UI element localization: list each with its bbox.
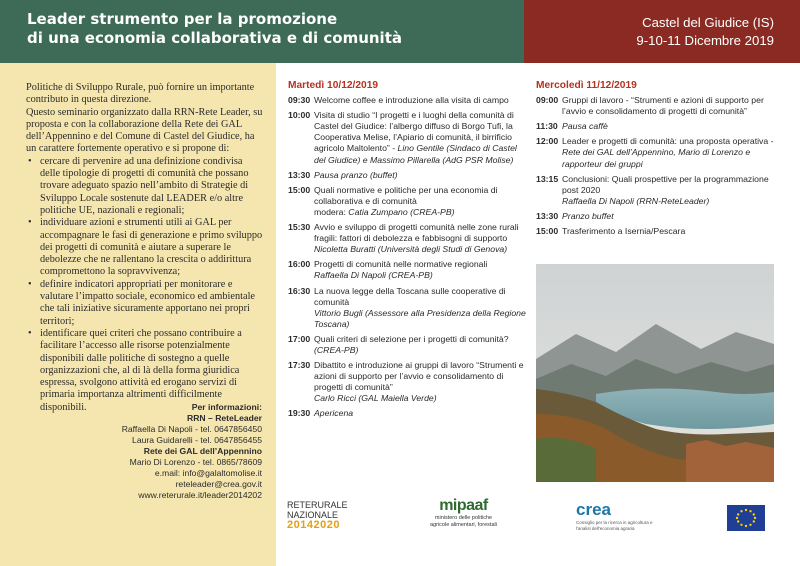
- info-contact: Raffaella Di Napoli - tel. 0647856450: [121, 424, 262, 434]
- intro-paragraph-2: Questo seminario organizzato dalla RRN-Rete Leader, su proposta e con la collaborazione della Rete dei GAL dell’Appennino e del Comune di Castel del Giudice, ha un carattere fortemente operativo e si propone di:: [26, 106, 263, 155]
- schedule-time: 12:00: [536, 136, 559, 147]
- schedule-description: [314, 259, 528, 281]
- schedule-time: 13:15: [536, 173, 559, 184]
- schedule-description: [314, 185, 528, 218]
- session-title: Conclusioni: Quali prospettive per la programmazione post 2020: [562, 173, 769, 195]
- intro-text: [26, 82, 264, 414]
- schedule-time: 13:30: [536, 210, 559, 221]
- schedule-description: [314, 222, 528, 255]
- schedule-time: 17:30: [288, 360, 311, 371]
- schedule-time: 16:30: [288, 285, 311, 296]
- schedule-time: 17:00: [288, 333, 311, 344]
- info-contact: Mario Di Lorenzo - tel. 0865/78609: [129, 457, 262, 467]
- schedule-row: [536, 136, 776, 169]
- schedule-row: [536, 121, 776, 132]
- schedule-row: [536, 211, 776, 222]
- schedule-row: [288, 110, 528, 165]
- logo-text: RETERURALE: [287, 500, 348, 510]
- eu-flag-icon: [727, 505, 765, 531]
- schedule-description: [562, 136, 776, 169]
- session-title: Gruppi di lavoro - “Strumenti e azioni di supporto per l’avvio e consolidamento di progetti di comunità”: [562, 95, 764, 117]
- logo-subtext: agricole alimentari, forestali: [430, 521, 497, 528]
- session-speaker: (CREA-PB): [314, 344, 359, 355]
- session-speaker: Raffaella Di Napoli (CREA-PB): [314, 270, 433, 281]
- schedule-description: [562, 174, 776, 207]
- schedule-row: [288, 222, 528, 255]
- event-location: [636, 14, 774, 50]
- dates-text: 9-10-11 Dicembre 2019: [636, 33, 774, 48]
- schedule-row: [536, 174, 776, 207]
- schedule-time: 11:30: [536, 121, 558, 132]
- objective-item: • individuare azioni e strumenti utili ai GAL per accompagnare le fasi di generazione e primo sviluppo dei progetti di comunità e aiutare a superare le debolezze che ne rallentano la crescita o addirittura compromettono la sopravvivenza;: [26, 217, 264, 278]
- session-title: Visita di studio “I progetti e i luoghi della comunità di Castel del Giudice: l’albergo diffuso di Borgo Tufi, la Cooperativa Melise, l’Apiario di comunità, il birrificio agricolo Maltolento” -: [314, 110, 514, 154]
- schedule-description: [314, 170, 528, 181]
- day-1-heading: Martedì 10/12/2019: [288, 80, 379, 91]
- schedule-description: [314, 110, 528, 165]
- session-speaker: Lino Gentile (Sindaco di Castel del Giudice) e Massimo Pillarella (AdG PSR Molise): [314, 143, 517, 165]
- day-2-heading: Mercoledì 11/12/2019: [536, 80, 637, 91]
- schedule-description: [314, 360, 528, 404]
- schedule-row: [536, 95, 776, 117]
- objective-item: • identificare quei criteri che possano contribuire a facilitare l’accesso alle risorse potenzialmente disponibili dalle politiche di sostegno a quelle organizzazioni che, al di là della forma giuridica espressa, svolgono attività ed erogano servizi di primaria importanza altrimenti difficilmente disponibili.: [26, 328, 264, 414]
- schedule-row: [288, 334, 528, 356]
- session-speaker: Carlo Ricci (GAL Maiella Verde): [314, 393, 437, 404]
- session-title: La nuova legge della Toscana sulle cooperative di comunità: [314, 285, 506, 307]
- logo-text: mipaaf: [439, 497, 488, 514]
- schedule-time: 13:30: [288, 169, 311, 180]
- rete-rurale-logo: [287, 500, 348, 530]
- session-title: Quali criteri di selezione per i progetti di comunità?: [314, 333, 509, 344]
- lake-valley-image: [536, 264, 774, 482]
- info-org-2: Rete dei GAL dell’Appennino: [143, 446, 262, 456]
- schedule-description: [562, 226, 776, 237]
- schedule-row: [536, 226, 776, 237]
- schedule-description: [314, 95, 528, 106]
- session-extra: modera:: [314, 206, 349, 217]
- objective-item: • cercare di pervenire ad una definizione condivisa delle tipologie di progetti di comunità che possano trovare adeguato spazio nell’ambito di Strategie di Sviluppo Locale sostenute dal LEADER e/o altre politiche UE, nazionali e regionali;: [26, 156, 264, 217]
- logo-subtext: Consiglio per la ricerca in agricoltura e l'analisi dell'economia agraria: [576, 520, 653, 531]
- session-title: Welcome coffee e introduzione alla visita di campo: [314, 95, 509, 106]
- info-heading: Per informazioni:: [191, 402, 262, 412]
- session-speaker: Vittorio Bugli (Assessore alla Presidenza della Regione Toscana): [314, 307, 526, 329]
- session-speaker: Nicoletta Buratti (Università degli Studi di Genova): [314, 244, 508, 255]
- schedule-row: [288, 185, 528, 218]
- schedule-description: [562, 211, 776, 222]
- schedule-description: [562, 95, 776, 117]
- page-title: [27, 10, 507, 48]
- session-speaker: Pranzo buffet: [562, 210, 614, 221]
- session-speaker: Raffaella Di Napoli (RRN-ReteLeader): [562, 195, 710, 206]
- contact-info: [122, 402, 262, 501]
- session-title: Progetti di comunità nelle normative regionali: [314, 259, 488, 270]
- schedule-row: [288, 170, 528, 181]
- schedule-time: 09:30: [288, 95, 311, 106]
- session-speaker: Rete dei GAL dell’Appennino, Mario di Lorenzo e rapporteur dei gruppi: [562, 147, 751, 169]
- location-text: Castel del Giudice (IS): [642, 15, 774, 30]
- landscape-photo: [536, 264, 774, 482]
- session-speaker: Catia Zumpano (CREA-PB): [348, 206, 455, 217]
- schedule-time: 15:30: [288, 222, 311, 233]
- objectives-list: [26, 156, 264, 414]
- schedule-description: [562, 121, 776, 132]
- logo-text: NAZIONALE: [287, 510, 339, 520]
- schedule-time: 15:00: [288, 184, 311, 195]
- info-org-1: RRN – ReteLeader: [187, 413, 262, 423]
- mipaaf-logo: [430, 497, 497, 528]
- info-website[interactable]: www.reterurale.it/leader2014202: [138, 490, 262, 500]
- session-title: Leader e progetti di comunità: una proposta operativa -: [562, 136, 774, 147]
- schedule-row: [288, 286, 528, 330]
- day-2-schedule: [536, 80, 776, 241]
- schedule-time: 15:00: [536, 226, 559, 237]
- schedule-description: [314, 334, 528, 356]
- info-contact: Laura Guidarelli - tel. 0647856455: [132, 435, 262, 445]
- session-title: Trasferimento a Isernia/Pescara: [562, 226, 686, 237]
- session-speaker: Pausa caffè: [562, 121, 608, 132]
- schedule-row: [288, 259, 528, 281]
- schedule-time: 09:00: [536, 95, 559, 106]
- schedule-time: 19:30: [288, 408, 311, 419]
- title-line-2: di una economia collaborativa e di comunità: [27, 29, 402, 47]
- schedule-time: 10:00: [288, 110, 311, 121]
- info-email[interactable]: reteleader@crea.gov.it: [175, 479, 262, 489]
- intro-paragraph-1: Politiche di Sviluppo Rurale, può fornire un importante contributo in questa direzione.: [26, 82, 255, 106]
- logo-text: crea: [576, 500, 611, 519]
- schedule-description: [314, 286, 528, 330]
- session-speaker: Apericena: [314, 408, 354, 419]
- schedule-row: [288, 95, 528, 106]
- schedule-row: [288, 408, 528, 419]
- schedule-description: [314, 408, 528, 419]
- logo-years: 20142020: [287, 519, 340, 531]
- title-line-1: Leader strumento per la promozione: [27, 10, 338, 28]
- session-title: Avvio e sviluppo di progetti comunità nelle zone rurali fragili: fattori di debolezza e fabbisogni di supporto: [314, 222, 519, 244]
- objective-item: • definire indicatori appropriati per monitorare e valutare l’impatto sociale, economico ed ambientale che tali iniziative sicuramente apportano nei propri territori;: [26, 279, 264, 328]
- session-speaker: Pausa pranzo (buffet): [314, 169, 398, 180]
- crea-logo: [576, 500, 656, 531]
- schedule-time: 16:00: [288, 259, 311, 270]
- schedule-row: [288, 360, 528, 404]
- info-email[interactable]: e.mail: info@galaltomolise.it: [154, 468, 262, 478]
- session-title: Quali normative e politiche per una economia di collaborativa e di comunità: [314, 184, 498, 206]
- logo-subtext: ministero delle politiche: [434, 515, 493, 521]
- session-title: Dibattito e introduzione ai gruppi di lavoro “Strumenti e azioni di supporto per l’avvio e consolidamento di progetti di comunità”: [314, 360, 524, 393]
- day-1-schedule: [288, 80, 528, 424]
